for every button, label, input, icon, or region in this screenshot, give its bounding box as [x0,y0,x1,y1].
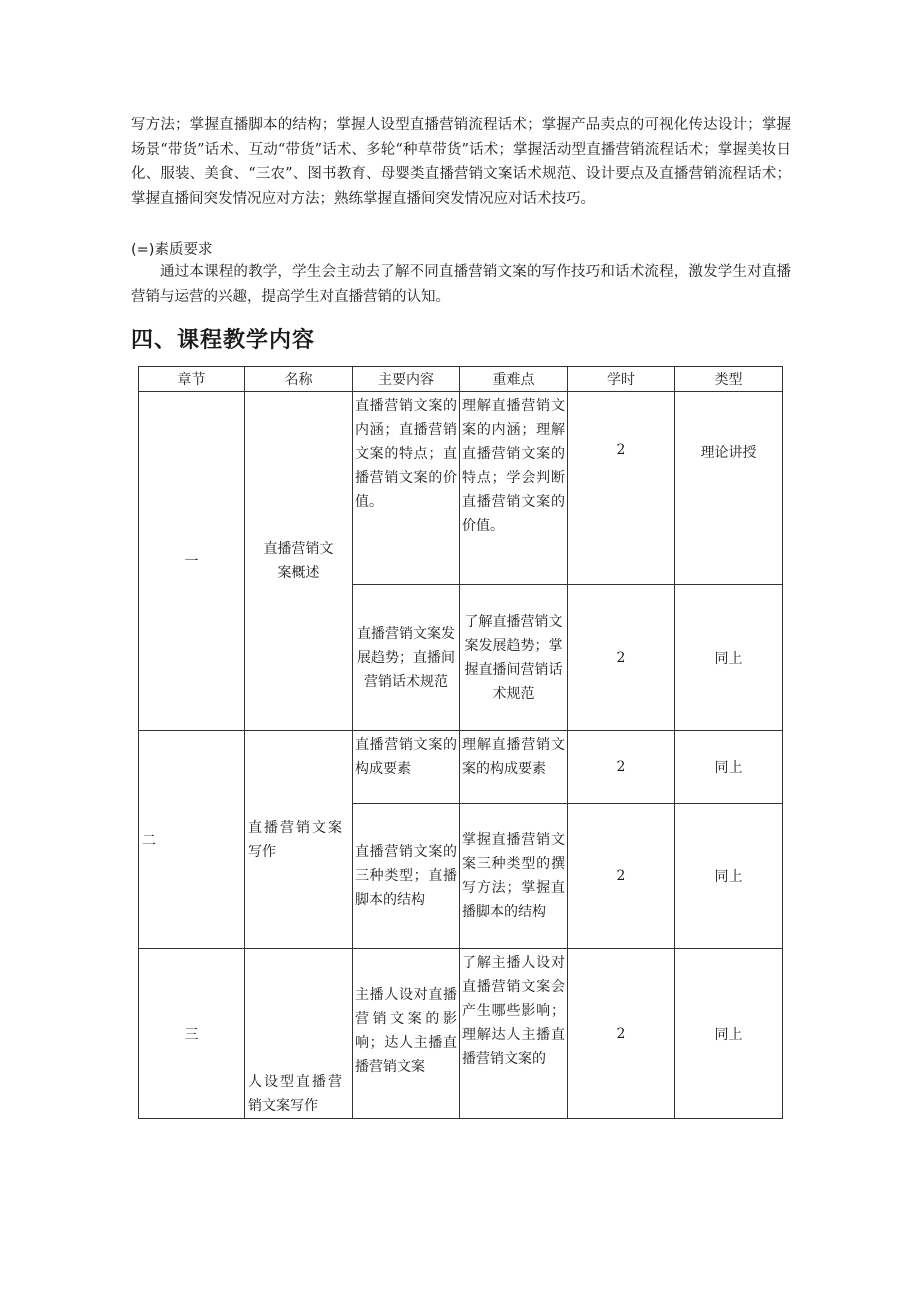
content-cell: 直播营销文案的三种类型；直播脚本的结构 [353,804,460,949]
header-chapter: 章节 [139,367,245,392]
type-cell: 同上 [675,585,783,731]
chapter-name: 直播营销文案写作 [248,819,342,860]
chapter-cell: 二 [139,731,245,949]
course-content-table [138,366,783,1119]
content-cell: 直播营销文案的构成要素 [353,731,460,804]
key-points-cell: 了解直播营销文案发展趋势；掌握直播间营销话术规范 [460,585,568,731]
hours-cell: 2 [568,949,675,1119]
key-points-cell: 理解直播营销文案的构成要素 [460,731,568,804]
header-key-points: 重难点 [460,367,568,392]
chapter-name-cell [245,949,353,1119]
chapter-name: 直播营销文案概述 [263,541,334,581]
quality-heading: (=)素质要求 [131,242,213,258]
content-cell: 直播营销文案发展趋势；直播间营销话术规范 [353,585,460,731]
chapter-cell: 三 [139,949,245,1119]
section-title: 四、课程教学内容 [131,328,316,353]
header-type: 类型 [675,367,783,392]
content-cell: 直播营销文案的内涵；直播营销文案的特点；直播营销文案的价值。 [353,392,460,585]
table-header-row [139,367,783,392]
hours-cell: 2 [568,731,675,804]
table-row [139,949,783,1119]
chapter-name-cell [245,731,353,949]
hours-cell: 2 [568,392,675,585]
chapter-cell: 一 [139,392,245,731]
intro-paragraph: 写方法；掌握直播脚本的结构；掌握人设型直播营销流程话术；掌握产品卖点的可视化传达设计；掌握场景“带货”话术、互动“带货”话术、多轮“种草带货”话术；掌握活动型直播营销流程话术；掌握美妆日化、服装、美食、“三农”、图书教育、母婴类直播营销文案话术规范、设计要点及直播营销流程话术；掌握直播间突发情况应对方法；熟练掌握直播间突发情况应对话术技巧。 [131,117,791,207]
type-cell: 同上 [675,804,783,949]
chapter-name-cell [245,392,353,731]
key-points-cell: 掌握直播营销文案三种类型的撰写方法；掌握直播脚本的结构 [460,804,568,949]
type-cell: 同上 [675,949,783,1119]
header-name: 名称 [245,367,353,392]
header-hours: 学时 [568,367,675,392]
header-content: 主要内容 [353,367,460,392]
quality-paragraph: 通过本课程的教学，学生会主动去了解不同直播营销文案的写作技巧和话术流程，激发学生对直播营销与运营的兴趣，提高学生对直播营销的认知。 [131,264,791,305]
chapter-name: 人设型直播营销文案写作 [248,1074,342,1114]
key-points-cell: 了解主播人设对直播营销文案会产生哪些影响；理解达人主播直播营销文案的 [460,949,568,1119]
key-points-cell: 理解直播营销文案的内涵；理解直播营销文案的特点；学会判断直播营销文案的价值。 [460,392,568,585]
table-row [139,392,783,585]
content-cell: 主播人设对直播营销文案的影响；达人主播直播营销文案 [353,949,460,1119]
table-row [139,731,783,804]
type-cell: 同上 [675,731,783,804]
type-cell: 理论讲授 [675,392,783,585]
hours-cell: 2 [568,585,675,731]
hours-cell: 2 [568,804,675,949]
